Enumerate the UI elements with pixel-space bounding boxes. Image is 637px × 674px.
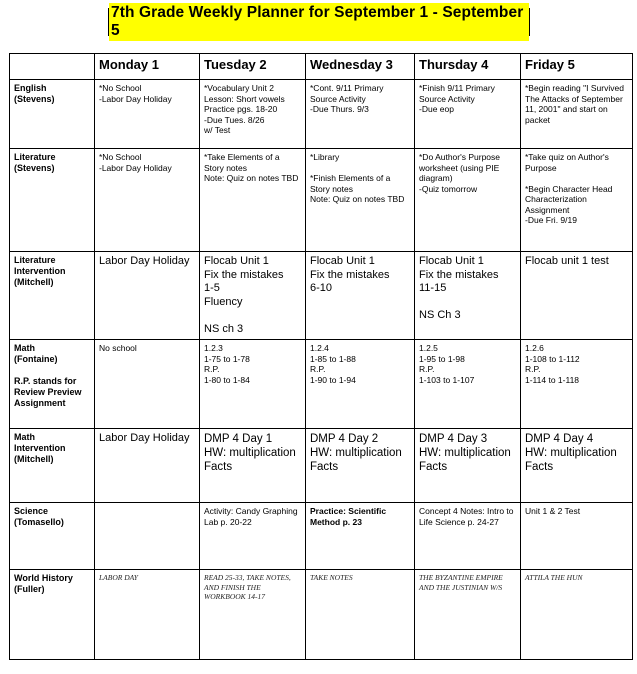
cell-mathint-monday: Labor Day Holiday [95,429,200,503]
cell-english-wednesday: *Cont. 9/11 Primary Source Activity -Due Thurs. 9/3 [306,80,415,149]
cell-history-tuesday: READ 25-33, TAKE NOTES, AND FINISH THE WORKBOOK 14-17 [200,570,306,660]
cell-litint-friday: Flocab unit 1 test [521,252,633,340]
cell-history-thursday: THE BYZANTINE EMPIRE AND THE JUSTINIAN W/S [415,570,521,660]
cell-litint-thursday: Flocab Unit 1 Fix the mistakes 11-15 NS Ch 3 [415,252,521,340]
cell-literature-thursday: *Do Author's Purpose worksheet (using PIE diagram) -Quiz tomorrow [415,149,521,252]
subject-english: English (Stevens) [10,80,95,149]
cell-english-thursday: *Finish 9/11 Primary Source Activity -Due eop [415,80,521,149]
cell-mathint-tuesday: DMP 4 Day 1 HW: multiplication Facts [200,429,306,503]
cell-science-wednesday: Practice: Scientific Method p. 23 [306,503,415,570]
cell-literature-tuesday: *Take Elements of a Story notes Note: Quiz on notes TBD [200,149,306,252]
subject-world-history: World History (Fuller) [10,570,95,660]
table-row [10,429,633,503]
subject-math: Math (Fontaine) R.P. stands for Review Preview Assignment [10,340,95,429]
cell-english-monday: *No School -Labor Day Holiday [95,80,200,149]
cell-literature-wednesday: *Library *Finish Elements of a Story notes Note: Quiz on notes TBD [306,149,415,252]
cell-math-wednesday: 1.2.4 1-85 to 1-88 R.P. 1-90 to 1-94 [306,340,415,429]
planner-title: 7th Grade Weekly Planner for September 1 - September 5 [109,3,529,41]
cell-math-friday: 1.2.6 1-108 to 1-112 R.P. 1-114 to 1-118 [521,340,633,429]
table-row [10,503,633,570]
cell-litint-monday: Labor Day Holiday [95,252,200,340]
day-header-monday: Monday 1 [95,54,200,80]
cell-litint-wednesday: Flocab Unit 1 Fix the mistakes 6-10 [306,252,415,340]
cell-litint-tuesday: Flocab Unit 1 Fix the mistakes 1-5 Fluency NS ch 3 [200,252,306,340]
table-row [10,80,633,149]
cell-literature-monday: *No School -Labor Day Holiday [95,149,200,252]
table-row [10,340,633,429]
cell-history-monday: LABOR DAY [95,570,200,660]
cell-history-friday: ATTILA THE HUN [521,570,633,660]
cell-mathint-wednesday: DMP 4 Day 2 HW: multiplication Facts [306,429,415,503]
subject-literature: Literature (Stevens) [10,149,95,252]
corner-cell [10,54,95,80]
planner-title-box [108,4,530,39]
cell-math-tuesday: 1.2.3 1-75 to 1-78 R.P. 1-80 to 1-84 [200,340,306,429]
cell-mathint-thursday: DMP 4 Day 3 HW: multiplication Facts [415,429,521,503]
day-header-row [10,54,633,80]
subject-science: Science (Tomasello) [10,503,95,570]
day-header-thursday: Thursday 4 [415,54,521,80]
day-header-friday: Friday 5 [521,54,633,80]
cell-math-monday: No school [95,340,200,429]
cell-english-friday: *Begin reading "I Survived The Attacks of September 11, 2001" and start on packet [521,80,633,149]
cell-science-friday: Unit 1 & 2 Test [521,503,633,570]
cell-math-thursday: 1.2.5 1-95 to 1-98 R.P. 1-103 to 1-107 [415,340,521,429]
cell-science-thursday: Concept 4 Notes: Intro to Life Science p. 24-27 [415,503,521,570]
day-header-tuesday: Tuesday 2 [200,54,306,80]
cell-science-monday [95,503,200,570]
weekly-planner-table [9,53,633,660]
table-row [10,252,633,340]
cell-science-tuesday: Activity: Candy Graphing Lab p. 20-22 [200,503,306,570]
table-row [10,149,633,252]
cell-english-tuesday: *Vocabulary Unit 2 Lesson: Short vowels Practice pgs. 18-20 -Due Tues. 8/26 w/ Test [200,80,306,149]
cell-history-wednesday: TAKE NOTES [306,570,415,660]
day-header-wednesday: Wednesday 3 [306,54,415,80]
subject-math-intervention: Math Intervention (Mitchell) [10,429,95,503]
cell-literature-friday: *Take quiz on Author's Purpose *Begin Character Head Characterization Assignment -Due Fri. 9/19 [521,149,633,252]
table-row [10,570,633,660]
subject-literature-intervention: Literature Intervention (Mitchell) [10,252,95,340]
cell-mathint-friday: DMP 4 Day 4 HW: multiplication Facts [521,429,633,503]
